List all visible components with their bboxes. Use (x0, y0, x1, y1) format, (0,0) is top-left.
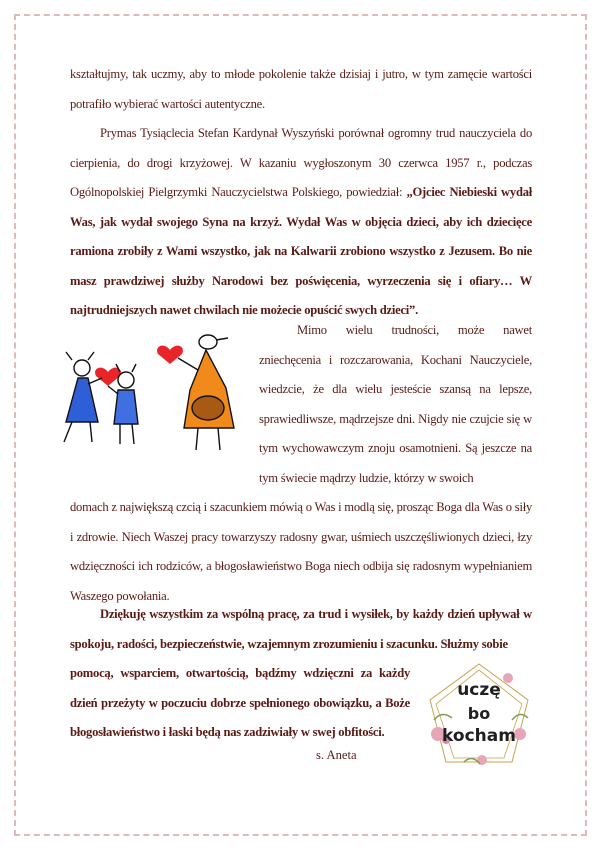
signature: s. Aneta (316, 748, 357, 762)
logo-line-3: kocham (442, 726, 516, 746)
teacher-children-illustration (58, 330, 248, 455)
paragraph-1: kształtujmy, tak uczmy, aby to młode pokolenie także dzisiaj i jutro, w tym zamęcie wartości potrafiło wybierać wartości autentyczne. (70, 67, 532, 111)
paragraph-4-left-column: pomocą, wsparciem, otwartością, bądźmy wdzięczni za każdy dzień przeżyty w poczuciu dobrze spełnionego obowiązku, a Boże błogosławieństwo i łaski będą nas zadziwiały w swej obfitości. (70, 666, 410, 739)
paragraph-3-full-width: domach z największą czcią i szacunkiem mówią o Was i modlą się, prosząc Boga dla Was o siły i zdrowie. Niech Waszej pracy towarzyszy radosny gwar, uśmiech uszczęśliwionych dzieci, łzy wdzięczności ich rodziców, a błogosławieństwo Boga niech odbija się radosnym wypełnianiem Waszego powołania. (70, 500, 532, 603)
wyszynski-quote: „Ojciec Niebieski wydał Was, jak wydał swojego Syna na krzyż. Wydał Was w objęcia dzieci, aby ich dziecięce ramiona zrobiły z Wami wszystko, jak na Kalwarii zrobiono wszystko z Jezusem. Bo nie masz prawdziwej służby Narodowi bez poświęcenia, wyrzeczenia się i ofiary… W najtrudniejszych nawet chwilach nie możecie opuścić swych dzieci”. (70, 185, 532, 317)
paragraph-2 (70, 119, 532, 326)
girl-figure (64, 352, 102, 442)
heart-icon (95, 346, 183, 386)
teacher-figure (178, 335, 234, 450)
logo-line-2: bo (467, 704, 491, 723)
paragraph-2-intro: Prymas Tysiąclecia Stefan Kardynał Wyszyński porównał ogromny trud nauczyciela do cierpienia, do drogi krzyżowej. W kazaniu wygłoszonym 30 czerwca 1957 r., podczas Ogólnopolskiej Pielgrzymki Nauczycielstwa Polskiego, powiedział: (70, 126, 532, 199)
paragraph-4-full-width: Dziękuję wszystkim za wspólną pracę, za trud i wysiłek, by każdy dzień upływał w spokoju, radości, bezpieczeństwie, wzajemnym zrozumieniu i szacunku. Służmy sobie (70, 607, 532, 651)
paragraph-3-right-column: Mimo wielu trudności, może nawet zniechęcenia i rozczarowania, Kochani Nauczyciele, wiedzcie, że dla wielu jesteście szansą na lepsze, sprawiedliwsze, mądrzejsze dni. Nigdy nie czujcie się w tym wychowawczym znoju osamotnieni. Są jeszcze na tym świecie mądrzy ludzie, którzy w swoich (259, 323, 532, 485)
ucze-bo-kocham-logo (424, 660, 534, 770)
logo-line-1: uczę (457, 680, 501, 700)
